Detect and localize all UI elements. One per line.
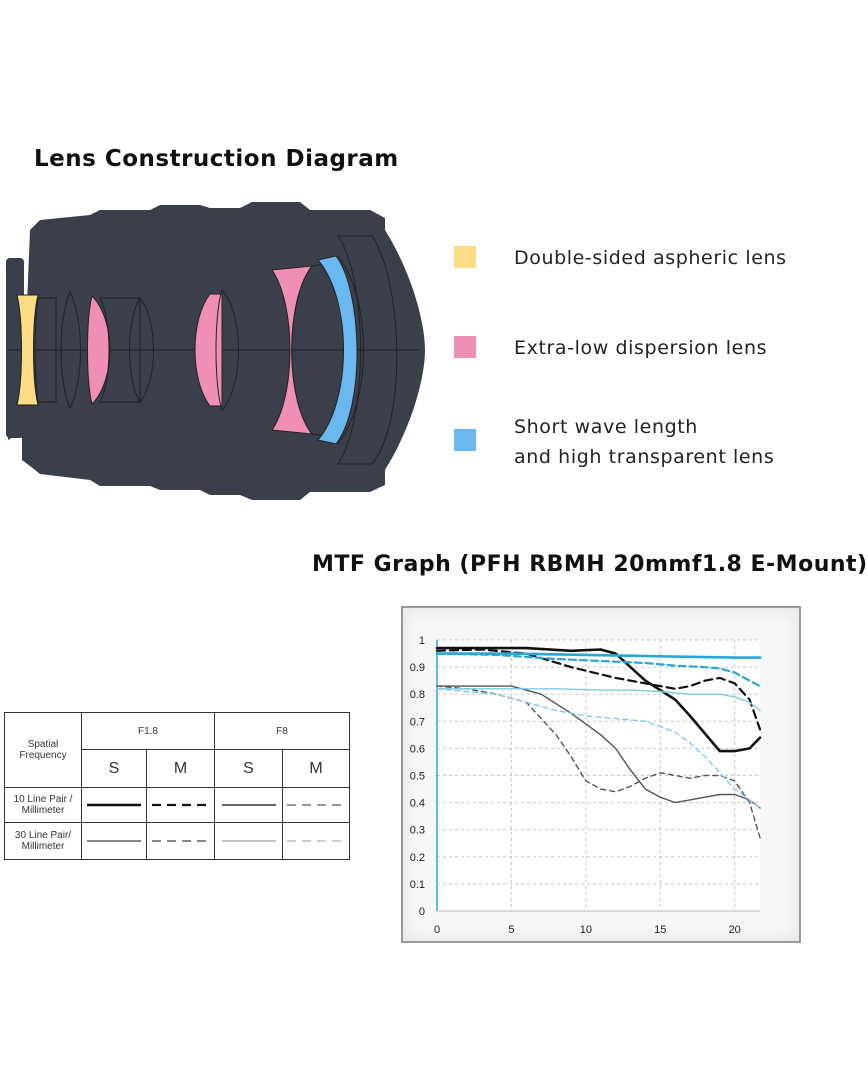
y-tick-label: 0: [418, 906, 425, 918]
legend-item-short-wave: [454, 412, 774, 472]
short-wave-swatch: [454, 429, 476, 451]
sagittal-column-header: S: [215, 750, 283, 788]
line-sample: [287, 838, 345, 844]
legend-label: Extra-low dispersion lens: [514, 337, 768, 359]
y-tick-label: 0.9: [409, 662, 425, 675]
line-sample: [87, 802, 141, 808]
line-sample-cell: [147, 823, 215, 860]
mtf-chart: [403, 608, 799, 941]
line-sample: [152, 802, 210, 808]
line-sample-cell: [215, 788, 283, 823]
y-tick-label: 0.6: [409, 743, 425, 756]
y-tick-label: 0.7: [409, 716, 425, 729]
line-sample: [222, 838, 276, 844]
meridional-column-header: M: [147, 750, 215, 788]
legend-label: Double-sided aspheric lens: [514, 247, 787, 269]
row-header: 10 Line Pair / Millimeter: [5, 788, 82, 823]
line-sample: [222, 802, 276, 808]
line-sample: [287, 802, 345, 808]
line-sample-cell: [283, 823, 350, 860]
line-sample-cell: [215, 823, 283, 860]
y-tick-label: 0.8: [409, 689, 425, 702]
legend-label-line1: Short wave length: [514, 416, 698, 438]
aspheric-swatch: [454, 246, 476, 268]
y-tick-label: 0.2: [409, 851, 425, 864]
ed-swatch: [454, 336, 476, 358]
y-tick-label: 0.4: [409, 797, 425, 810]
line-sample: [152, 838, 210, 844]
legend-label-line2: and high transparent lens: [514, 446, 775, 468]
y-tick-label: 0.3: [409, 824, 425, 837]
line-sample-cell: [82, 788, 147, 823]
lens-construction-diagram: [0, 190, 440, 510]
x-tick-label: 0: [433, 924, 441, 936]
legend-item-aspheric: [454, 243, 787, 273]
mtf-chart-frame: [401, 606, 801, 943]
aperture-header: F8: [215, 713, 350, 750]
x-tick-label: 10: [579, 924, 592, 936]
line-sample-cell: [283, 788, 350, 823]
aperture-header: F1.8: [82, 713, 215, 750]
legend-item-ed: [454, 333, 767, 363]
line-sample-cell: [82, 823, 147, 860]
x-tick-label: 15: [654, 924, 667, 936]
line-sample: [87, 838, 141, 844]
row-header: 30 Line Pair/ Millimeter: [5, 823, 82, 860]
y-tick-label: 1: [418, 635, 425, 647]
spatial-frequency-header: Spatial Frequency: [5, 713, 82, 788]
line-sample-cell: [147, 788, 215, 823]
sagittal-column-header: S: [82, 750, 147, 788]
y-tick-label: 0.5: [409, 770, 425, 783]
x-tick-label: 20: [728, 924, 741, 936]
line-style-legend-table: [4, 712, 350, 860]
y-tick-label: 0.1: [409, 878, 425, 891]
x-tick-label: 5: [508, 924, 515, 936]
mtf-chart-title: MTF Graph (PFH RBMH 20mmf1.8 E-Mount): [312, 552, 868, 577]
lens-diagram-title: Lens Construction Diagram: [34, 146, 399, 172]
meridional-column-header: M: [283, 750, 350, 788]
